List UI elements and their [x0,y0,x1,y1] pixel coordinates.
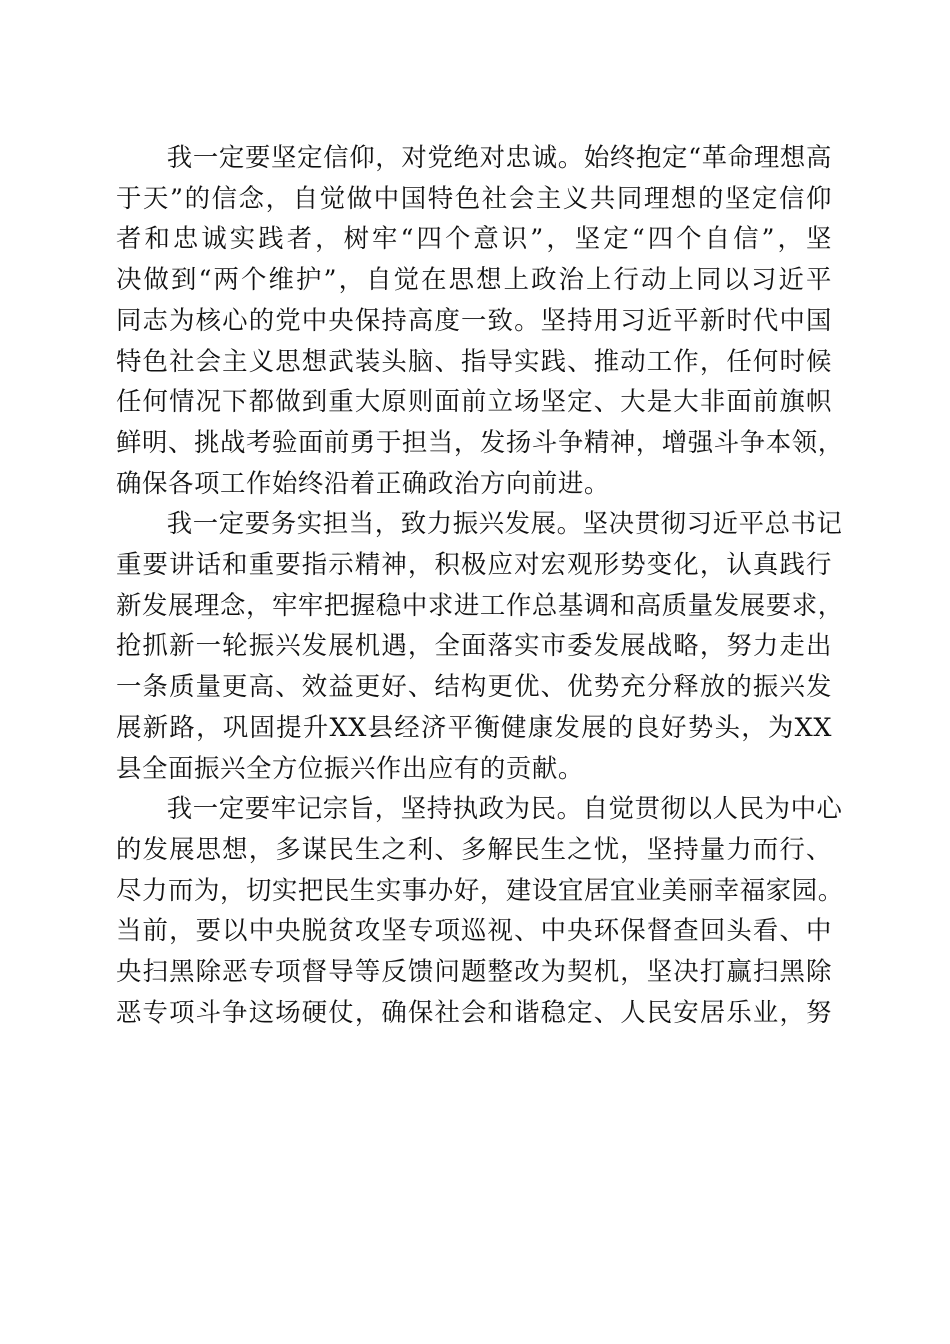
paragraph-development [116,503,844,788]
text-line: 特色社会主义思想武装头脑、指导实践、推动工作，任何时候 [116,345,832,376]
text-line: 我一定要务实担当，致力振兴发展。坚决贯彻习近平总书记 [166,508,843,539]
text-line: 于天”的信念，自觉做中国特色社会主义共同理想的坚定信仰 [116,182,832,213]
text-line: 者和忠诚实践者，树牢“四个意识”，坚定“四个自信”，坚 [116,223,832,254]
text-line: 同志为核心的党中央保持高度一致。坚持用习近平新时代中国 [116,304,832,335]
text-line: 一条质量更高、效益更好、结构更优、优势充分释放的振兴发 [116,671,832,702]
text-line: 我一定要坚定信仰，对党绝对忠诚。始终抱定“革命理想高 [166,142,832,172]
document-body [116,137,844,1032]
text-line: 的发展思想，多谋民生之利、多解民生之忧，坚持量力而行、 [116,833,832,864]
text-line: 新发展理念，牢牢把握稳中求进工作总基调和高质量发展要求， [116,589,844,620]
text-line: 县全面振兴全方位振兴作出应有的贡献。 [116,752,584,783]
paragraph-people [116,788,844,1032]
text-line: 当前，要以中央脱贫攻坚专项巡视、中央环保督查回头看、中 [116,915,832,946]
text-line: 尽力而为，切实把民生实事办好，建设宜居宜业美丽幸福家园。 [116,874,844,905]
text-line: 我一定要牢记宗旨，坚持执政为民。自觉贯彻以人民为中心 [166,793,843,824]
text-line: 抢抓新一轮振兴发展机遇，全面落实市委发展战略，努力走出 [116,630,832,661]
text-line: 央扫黑除恶专项督导等反馈问题整改为契机，坚决打赢扫黑除 [116,956,832,987]
text-line: 鲜明、挑战考验面前勇于担当，发扬斗争精神，增强斗争本领， [116,426,844,457]
text-line: 任何情况下都做到重大原则面前立场坚定、大是大非面前旗帜 [116,386,832,417]
text-line: 重要讲话和重要指示精神，积极应对宏观形势变化，认真践行 [116,549,832,580]
text-line: 恶专项斗争这场硬仗，确保社会和谐稳定、人民安居乐业，努 [116,996,832,1027]
text-line: 展新路，巩固提升XX县经济平衡健康发展的良好势头，为XX [116,711,832,742]
paragraph-faith-loyalty [116,137,844,503]
text-line: 确保各项工作始终沿着正确政治方向前进。 [116,467,610,498]
text-line: 决做到“两个维护”，自觉在思想上政治上行动上同以习近平 [116,264,832,295]
